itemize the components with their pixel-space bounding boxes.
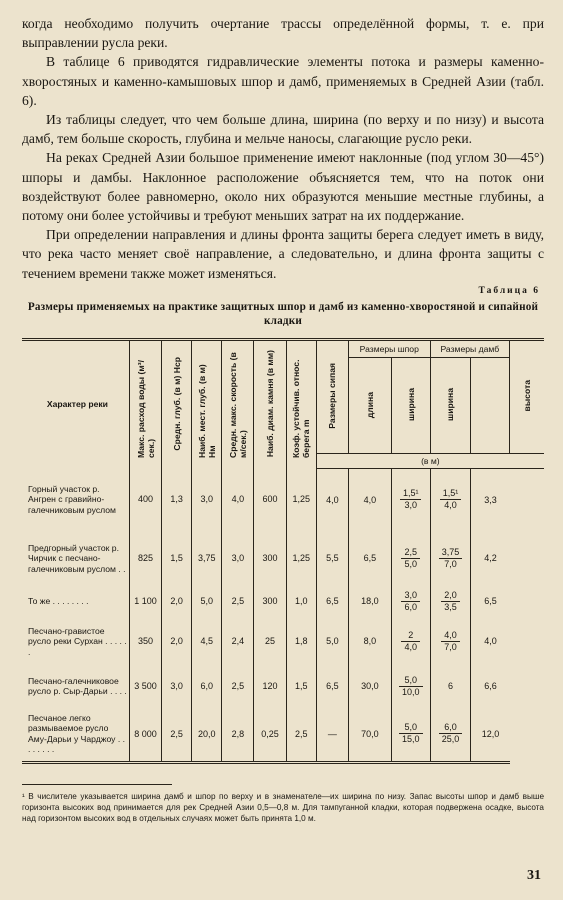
- value-cell-c1: 825: [129, 530, 161, 586]
- spur-width-cell-bottom: 15,0: [401, 734, 420, 745]
- value-cell-c6: 1,25: [286, 468, 316, 530]
- spur-width-cell-top: 5,0: [399, 722, 423, 734]
- page-content: [22, 14, 544, 832]
- header-dam-height: высота: [510, 339, 544, 453]
- spur-width-cell: [391, 616, 430, 666]
- value-cell-len: 70,0: [348, 706, 391, 762]
- spur-width-cell-bottom: 3,0: [404, 500, 417, 511]
- paragraph-2: В таблице 6 приводятся гидравлические элементы потока и размеры каменно-хворостяных и каменно-камышовых шпор и дамб, применяемых в Средней Азии (табл. 6).: [22, 54, 544, 108]
- value-cell-len: 18,0: [348, 586, 391, 616]
- dam-width-cell: [430, 706, 471, 762]
- value-cell-c6: 1,8: [286, 616, 316, 666]
- header-mean-depth: Средн. глуб. (в м) Hср: [162, 339, 192, 468]
- dam-width-cell-bottom: 4,0: [444, 500, 457, 511]
- paragraph-1: когда необходимо получить очертание трассы определённой формы, т. е. при выправлении русла реки.: [22, 16, 544, 51]
- table-row: [22, 666, 544, 706]
- value-cell-c4: 2,5: [222, 586, 254, 616]
- value-cell-c6: 1,25: [286, 530, 316, 586]
- value-cell-c7: 6,5: [316, 586, 348, 616]
- value-cell-len: 30,0: [348, 666, 391, 706]
- dam-width-cell-bottom: 3,5: [444, 601, 457, 612]
- value-cell-c2: 3,0: [162, 666, 192, 706]
- value-cell-c7: —: [316, 706, 348, 762]
- value-cell-c3: 4,5: [192, 616, 222, 666]
- river-type-cell: Песчано-галечниковое русло р. Сыр-Дарьи . . . .: [22, 666, 129, 706]
- spur-width-cell-top: 2: [401, 630, 420, 642]
- river-type-cell: Горный участок р. Ангрен с гравийно-галечниковым руслом: [22, 468, 129, 530]
- header-sipai-size: Размеры сипая: [316, 339, 348, 453]
- value-cell-c6: 1,0: [286, 586, 316, 616]
- value-cell-c3: 6,0: [192, 666, 222, 706]
- header-dam-sizes: Размеры дамб: [430, 339, 509, 357]
- spur-width-cell-bottom: 10,0: [401, 686, 420, 697]
- table-row: [22, 586, 544, 616]
- value-cell-c2: 1,3: [162, 468, 192, 530]
- value-cell-c4: 4,0: [222, 468, 254, 530]
- value-cell-c4: 2,5: [222, 666, 254, 706]
- value-cell-c7: 4,0: [316, 468, 348, 530]
- value-cell-c2: 2,5: [162, 706, 192, 762]
- value-cell-c7: 6,5: [316, 666, 348, 706]
- dam-width-cell-top: 6: [447, 680, 453, 691]
- spur-width-cell-bottom: 6,0: [404, 601, 417, 612]
- value-cell-c5: 120: [254, 666, 286, 706]
- value-cell-c6: 1,5: [286, 666, 316, 706]
- value-cell-c7: 5,0: [316, 616, 348, 666]
- header-unit: (в м): [316, 453, 544, 468]
- spur-width-cell-top: 5,0: [399, 675, 423, 687]
- river-type-cell: Песчано-гравистое русло реки Сурхан . . . . . .: [22, 616, 129, 666]
- spur-width-cell-bottom: 4,0: [404, 641, 417, 652]
- value-cell-len: 8,0: [348, 616, 391, 666]
- dam-height-cell: 3,3: [471, 468, 510, 530]
- value-cell-c1: 3 500: [129, 666, 161, 706]
- paragraph-3: Из таблицы следует, что чем больше длина, ширина (по верху и по низу) и высота дамб, тем больше скорость, глубина и мельче наносы, слагающие русло реки.: [22, 112, 544, 147]
- value-cell-c3: 3,0: [192, 468, 222, 530]
- value-cell-c5: 300: [254, 530, 286, 586]
- dam-width-cell: [430, 530, 471, 586]
- header-mean-max-velocity: Средн. макс. скорость (в м/сек.): [222, 339, 254, 468]
- data-table: [22, 338, 544, 764]
- dam-width-cell: [430, 616, 471, 666]
- dam-width-cell: [430, 666, 471, 706]
- header-dam-width: ширина: [430, 358, 471, 454]
- dam-width-cell: [430, 468, 471, 530]
- value-cell-c1: 8 000: [129, 706, 161, 762]
- dam-height-cell: 6,6: [471, 666, 510, 706]
- dam-width-cell-top: 2,0: [441, 590, 460, 602]
- value-cell-c7: 5,5: [316, 530, 348, 586]
- dam-height-cell: 12,0: [471, 706, 510, 762]
- dam-width-cell-bottom: 25,0: [441, 734, 460, 745]
- value-cell-c2: 1,5: [162, 530, 192, 586]
- spur-width-cell: [391, 706, 430, 762]
- spur-width-cell-top: 2,5: [401, 547, 420, 559]
- value-cell-c5: 25: [254, 616, 286, 666]
- value-cell-len: 6,5: [348, 530, 391, 586]
- value-cell-c6: 2,5: [286, 706, 316, 762]
- value-cell-len: 4,0: [348, 468, 391, 530]
- value-cell-c4: 2,8: [222, 706, 254, 762]
- value-cell-c5: 600: [254, 468, 286, 530]
- table-row: [22, 530, 544, 586]
- value-cell-c2: 2,0: [162, 616, 192, 666]
- page-number: 31: [527, 868, 541, 883]
- table-caption: Размеры применяемых на практике защитных шпор и дамб из каменно-хворостяной и сипайной кладки: [27, 300, 539, 327]
- dam-width-cell-bottom: 7,0: [444, 641, 457, 652]
- paragraph-4: На реках Средней Азии большое применение имеют наклонные (под углом 30—45°) шпоры и дамбы. Наклонное расположение объясняется тем, что на поток они воздействуют более равномерно, около них образуются меньшие местные глубины, а потому они более устойчивы и требуют меньших затрат на их поддержание.: [22, 150, 544, 224]
- river-type-cell: Песчаное легко размываемое русло Аму-Дарьи у Чарджоу . . . . . . . .: [22, 706, 129, 762]
- table-row: [22, 706, 544, 762]
- dam-width-cell-top: 6,0: [439, 722, 463, 734]
- spur-width-cell-top: 3,0: [401, 590, 420, 602]
- river-type-cell: То же . . . . . . . .: [22, 586, 129, 616]
- value-cell-c1: 1 100: [129, 586, 161, 616]
- header-spur-length: длина: [348, 358, 391, 454]
- header-spur-sizes: Размеры шпор: [348, 339, 430, 357]
- table-row: [22, 468, 544, 530]
- value-cell-c3: 3,75: [192, 530, 222, 586]
- dam-width-cell-bottom: 7,0: [444, 558, 457, 569]
- dam-width-cell-top: 4,0: [441, 630, 460, 642]
- value-cell-c3: 5,0: [192, 586, 222, 616]
- value-cell-c5: 0,25: [254, 706, 286, 762]
- header-max-local-depth: Наиб. мест. глуб. (в м) Hм: [192, 339, 222, 468]
- footnote-rule: [22, 784, 172, 785]
- value-cell-c5: 300: [254, 586, 286, 616]
- header-max-discharge: Макс. расход воды (м³/сек.): [129, 339, 161, 468]
- header-dam-spacer: [471, 358, 510, 454]
- header-max-stone-diameter: Наиб. диам. камня (в мм): [254, 339, 286, 468]
- dam-width-cell-top: 1,5¹: [440, 488, 462, 500]
- spur-width-cell: [391, 586, 430, 616]
- table-number: Таблица 6: [478, 285, 540, 296]
- dam-height-cell: 6,5: [471, 586, 510, 616]
- footnote: ¹ В числителе указывается ширина дамб и шпор по верху и в знаменателе—их ширина по низу. Запас высоты шпор и дамб выше горизонта высоких вод принимается для рек Средней Азии 0,5—0,8 м. Для тампуганной кладки, которая подвержена осадке, высота над горизонтом высоких вод в отдельных случаях может быть принята 1,0 м.: [22, 791, 544, 823]
- value-cell-c1: 400: [129, 468, 161, 530]
- spur-width-cell-bottom: 5,0: [404, 558, 417, 569]
- dam-width-cell: [430, 586, 471, 616]
- river-type-cell: Предгорный участок р. Чирчик с песчано-галечниковым руслом . .: [22, 530, 129, 586]
- value-cell-c4: 3,0: [222, 530, 254, 586]
- spur-width-cell: [391, 530, 430, 586]
- spur-width-cell: [391, 468, 430, 530]
- header-spur-width: ширина: [391, 358, 430, 454]
- dam-width-cell-top: 3,75: [439, 547, 463, 559]
- value-cell-c4: 2,4: [222, 616, 254, 666]
- table-row: [22, 616, 544, 666]
- spur-width-cell: [391, 666, 430, 706]
- spur-width-cell-top: 1,5¹: [400, 488, 422, 500]
- header-bank-stability-coef: Коэф. устойчив. относ. берега m: [286, 339, 316, 468]
- value-cell-c2: 2,0: [162, 586, 192, 616]
- dam-height-cell: 4,2: [471, 530, 510, 586]
- header-river-type: Характер реки: [22, 339, 129, 468]
- value-cell-c1: 350: [129, 616, 161, 666]
- dam-height-cell: 4,0: [471, 616, 510, 666]
- paragraph-5: При определении направления и длины фронта защиты берега следует иметь в виду, что река часто меняет своё направление, а следовательно, и длина фронта защиты с течением времени также может изменяться.: [22, 227, 544, 281]
- value-cell-c3: 20,0: [192, 706, 222, 762]
